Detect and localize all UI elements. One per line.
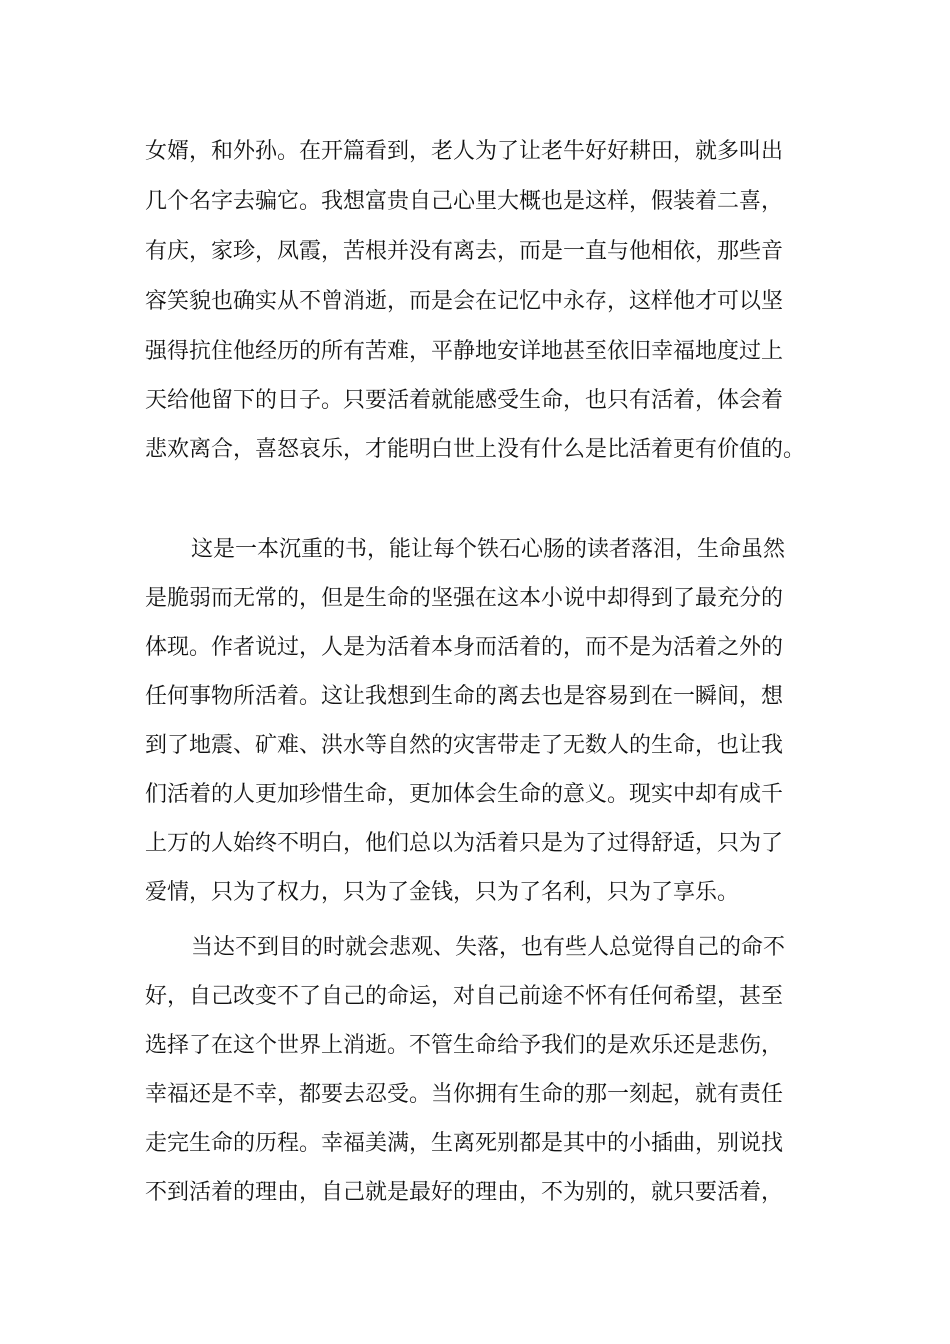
text-line: 不到活着的理由，自己就是最好的理由，不为别的，就只要活着， xyxy=(145,1180,784,1205)
text-line: 到了地震、矿难、洪水等自然的灾害带走了无数人的生命，也让我 xyxy=(145,733,784,758)
text-line: 这是一本沉重的书，能让每个铁石心肠的读者落泪，生命虽然 xyxy=(191,537,786,562)
text-line: 上万的人始终不明白，他们总以为活着只是为了过得舒适，只为了 xyxy=(145,831,784,856)
text-line: 几个名字去骗它。我想富贵自己心里大概也是这样，假装着二喜， xyxy=(145,189,784,214)
text-line: 幸福还是不幸，都要去忍受。当你拥有生命的那一刻起，就有责任 xyxy=(145,1082,784,1107)
text-line: 天给他留下的日子。只要活着就能感受生命，也只有活着，体会着 xyxy=(145,388,784,413)
text-line: 体现。作者说过，人是为活着本身而活着的，而不是为活着之外的 xyxy=(145,635,784,660)
text-line: 们活着的人更加珍惜生命，更加体会生命的意义。现实中却有成千 xyxy=(145,782,784,807)
text-line: 容笑貌也确实从不曾消逝，而是会在记忆中永存，这样他才可以坚 xyxy=(145,289,784,314)
text-line: 走完生命的历程。幸福美满，生离死别都是其中的小插曲，别说找 xyxy=(145,1131,784,1156)
text-line: 是脆弱而无常的，但是生命的坚强在这本小说中却得到了最充分的 xyxy=(145,586,784,611)
text-line: 任何事物所活着。这让我想到生命的离去也是容易到在一瞬间，想 xyxy=(145,684,784,709)
text-line: 好，自己改变不了自己的命运，对自己前途不怀有任何希望，甚至 xyxy=(145,984,784,1009)
text-line: 女婿，和外孙。在开篇看到，老人为了让老牛好好耕田，就多叫出 xyxy=(145,139,784,164)
text-line: 当达不到目的时就会悲观、失落，也有些人总觉得自己的命不 xyxy=(191,935,786,960)
text-line: 选择了在这个世界上消逝。不管生命给予我们的是欢乐还是悲伤， xyxy=(145,1033,784,1058)
text-line: 爱情，只为了权力，只为了金钱，只为了名利，只为了享乐。 xyxy=(145,880,740,905)
text-line: 有庆，家珍，凤霞，苦根并没有离去，而是一直与他相依，那些音 xyxy=(145,239,784,264)
text-line: 强得抗住他经历的所有苦难，平静地安详地甚至依旧幸福地度过上 xyxy=(145,339,784,364)
text-line: 悲欢离合，喜怒哀乐，才能明白世上没有什么是比活着更有价值的。 xyxy=(145,437,806,462)
